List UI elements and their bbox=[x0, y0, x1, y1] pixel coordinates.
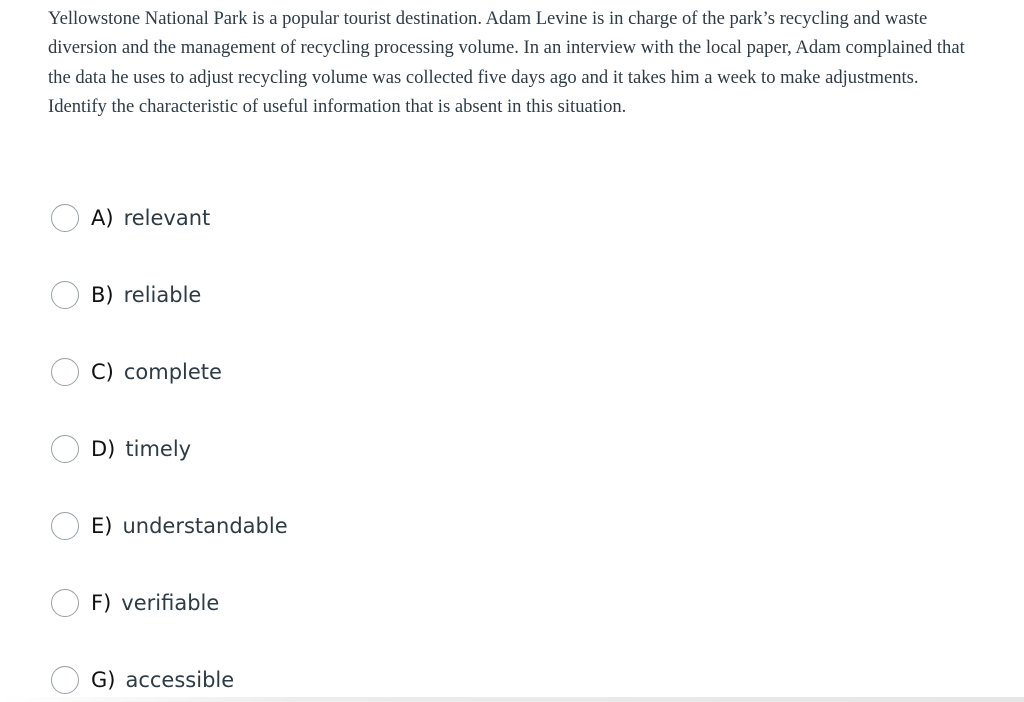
option-a-letter: A) bbox=[91, 205, 114, 230]
option-c[interactable] bbox=[51, 333, 751, 410]
radio-button-a[interactable] bbox=[51, 204, 79, 232]
radio-button-b[interactable] bbox=[51, 281, 79, 309]
option-b[interactable] bbox=[51, 256, 751, 333]
option-b-label: reliable bbox=[123, 282, 202, 307]
option-g-label: accessible bbox=[125, 667, 235, 692]
option-c-letter: C) bbox=[91, 359, 114, 384]
radio-button-f[interactable] bbox=[51, 589, 79, 617]
answer-options bbox=[51, 179, 751, 702]
bottom-divider bbox=[0, 697, 1024, 702]
option-d-letter: D) bbox=[91, 436, 116, 461]
option-c-label: complete bbox=[123, 359, 222, 384]
option-f[interactable] bbox=[51, 564, 751, 641]
option-a-label: relevant bbox=[123, 205, 211, 230]
question-text: Yellowstone National Park is a popular tourist destination. Adam Levine is in charge of the park’s recycling and waste diversion and the management of recycling processing volume. In an interview with the local paper, Adam complained that the data he uses to adjust recycling volume was collected five days ago and it takes him a week to make adjustments. Identify the characteristic of useful information that is absent in this situation. bbox=[48, 8, 965, 117]
radio-button-d[interactable] bbox=[51, 435, 79, 463]
option-g-letter: G) bbox=[91, 667, 116, 692]
radio-button-g[interactable] bbox=[51, 666, 79, 694]
option-d[interactable] bbox=[51, 410, 751, 487]
radio-button-c[interactable] bbox=[51, 358, 79, 386]
option-e[interactable] bbox=[51, 487, 751, 564]
option-f-letter: F) bbox=[91, 590, 112, 615]
radio-button-e[interactable] bbox=[51, 512, 79, 540]
option-a[interactable] bbox=[51, 179, 751, 256]
option-d-label: timely bbox=[125, 436, 192, 461]
option-f-label: verifiable bbox=[121, 590, 220, 615]
option-b-letter: B) bbox=[91, 282, 114, 307]
option-e-label: understandable bbox=[122, 513, 288, 538]
option-e-letter: E) bbox=[91, 513, 113, 538]
option-g[interactable] bbox=[51, 641, 751, 702]
